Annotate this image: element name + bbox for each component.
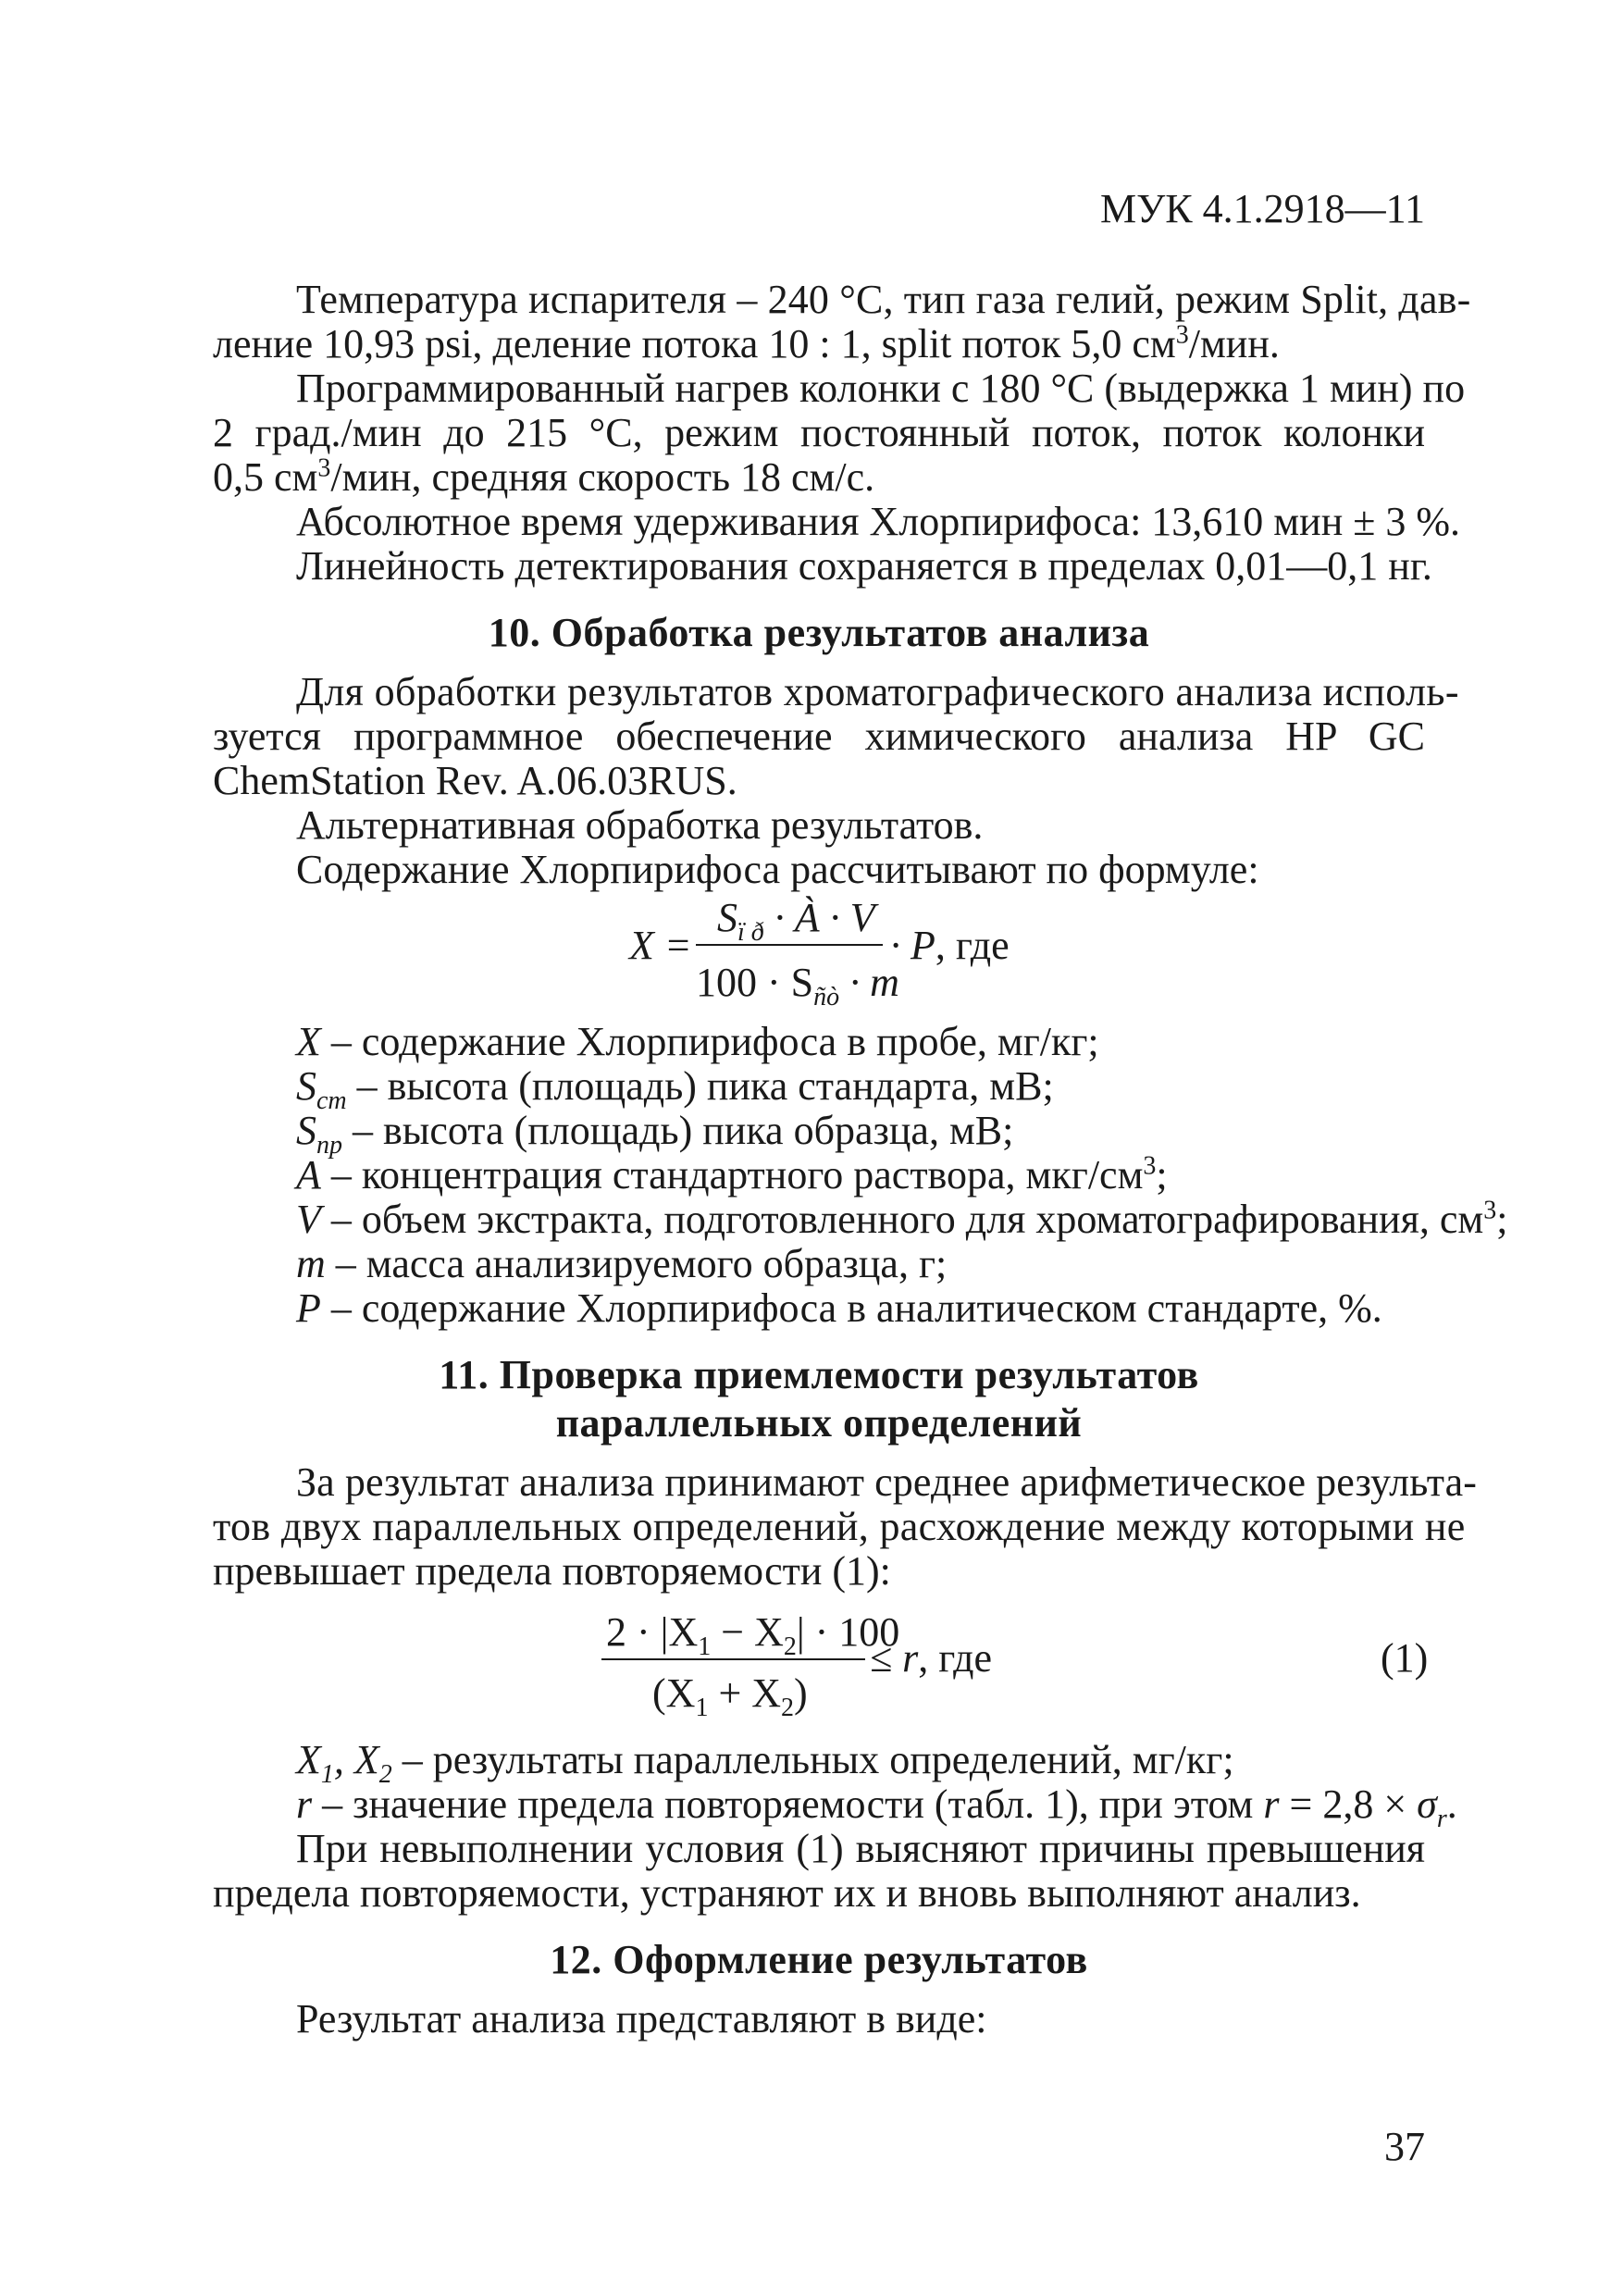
section-heading: параллельных определений (555, 1400, 1083, 1446)
paragraph-line: предела повторяемости, устраняют их и вновь выполняют анализ. (213, 1870, 1361, 1916)
paragraph-line: Результат анализа представляют в виде: (296, 1996, 987, 2042)
page-number: 37 (1384, 2124, 1425, 2169)
formula-numerator: $S_{ï ð}$ · À · V (717, 895, 875, 947)
paragraph-line: Абсолютное время удерживания Хлорпирифоса: 13,610 мин ± 3 %. (296, 499, 1461, 544)
paragraph-line: 0,5 $см^3$/мин, средняя скорость 18 см/с. (213, 453, 875, 500)
definition-item: P – содержание Хлорпирифоса в аналитическом стандарте, %. (296, 1285, 1382, 1331)
formula-denominator: $100 \cdot S_{ñò} \cdot m$ (696, 960, 899, 1011)
formula-tail: · P, где (890, 923, 1010, 968)
paragraph-line: ChemStation Rev. A.06.03RUS. (213, 758, 737, 803)
paragraph-line: превышает предела повторяемости (1): (213, 1548, 891, 1594)
definition-item: r – значение предела повторяемости (табл. 1), при этом $r = 2,8 \times \sigma_r$. (296, 1781, 1457, 1833)
definition-item: m – масса анализируемого образца, г; (296, 1241, 948, 1286)
formula-number: (1) (1381, 1635, 1429, 1681)
paragraph-line: Линейность детектирования сохраняется в пределах 0,01—0,1 нг. (296, 543, 1432, 589)
paragraph-line-justified: 2 град./мин до 215 °С, режим постоянный поток, поток колонки (213, 410, 1426, 455)
paragraph-line: тов двух параллельных определений, расхождение между которыми не (213, 1504, 1466, 1549)
fraction-bar (696, 944, 883, 946)
section-heading: 12. Оформление результатов (550, 1937, 1088, 1982)
definition-item: A – концентрация стандартного раствора, мкг/$см^3$; (296, 1151, 1168, 1198)
paragraph-line: За результат анализа принимают среднее арифметическое результа- (296, 1459, 1477, 1505)
definition-item: V – объем экстракта, подготовленного для хроматографирования, $см^3$; (296, 1196, 1508, 1242)
section-heading: 11. Проверка приемлемости результатов (439, 1352, 1199, 1397)
definition-item: X – содержание Хлорпирифоса в пробе, мг/кг; (296, 1019, 1099, 1064)
paragraph-line: ление 10,93 psi, деление потока 10 : 1, split поток 5,0 $см^3$/мин. (213, 320, 1280, 366)
paragraph-line-justified: зуется программное обеспечение химического анализа HP GC (213, 714, 1426, 759)
fraction-bar (601, 1658, 865, 1660)
formula-relation: ≤ r, где (870, 1635, 993, 1681)
paragraph-line: Программированный нагрев колонки с 180 °С (выдержка 1 мин) по (296, 366, 1466, 411)
paragraph-line: Альтернативная обработка результатов. (296, 802, 984, 848)
paragraph-line: Температура испарителя – 240 °С, тип газа гелий, режим Split, дав- (296, 277, 1471, 322)
formula-lhs: X = (629, 923, 692, 968)
definition-item: $X_1$, $X_2$ – результаты параллельных определений, мг/кг; (296, 1737, 1234, 1789)
section-heading: 10. Обработка результатов анализа (488, 610, 1150, 655)
formula-denominator: $(X_1 + X_2)$ (652, 1670, 808, 1722)
paragraph-line-justified: При невыполнении условия (1) выясняют причины превышения (296, 1826, 1426, 1871)
document-code: МУК 4.1.2918—11 (1100, 186, 1425, 231)
paragraph-line: Содержание Хлорпирифоса рассчитывают по формуле: (296, 847, 1259, 892)
paragraph-line: Для обработки результатов хроматографического анализа исполь- (296, 669, 1459, 714)
definition-item: $S_{пр}$ – высота (площадь) пика образца, мВ; (296, 1108, 1014, 1160)
formula-numerator: $2 \cdot |X_1 - X_2| \cdot 100$ (606, 1609, 900, 1661)
definition-item: $S_{ст}$ – высота (площадь) пика стандарта, мВ; (296, 1063, 1054, 1115)
